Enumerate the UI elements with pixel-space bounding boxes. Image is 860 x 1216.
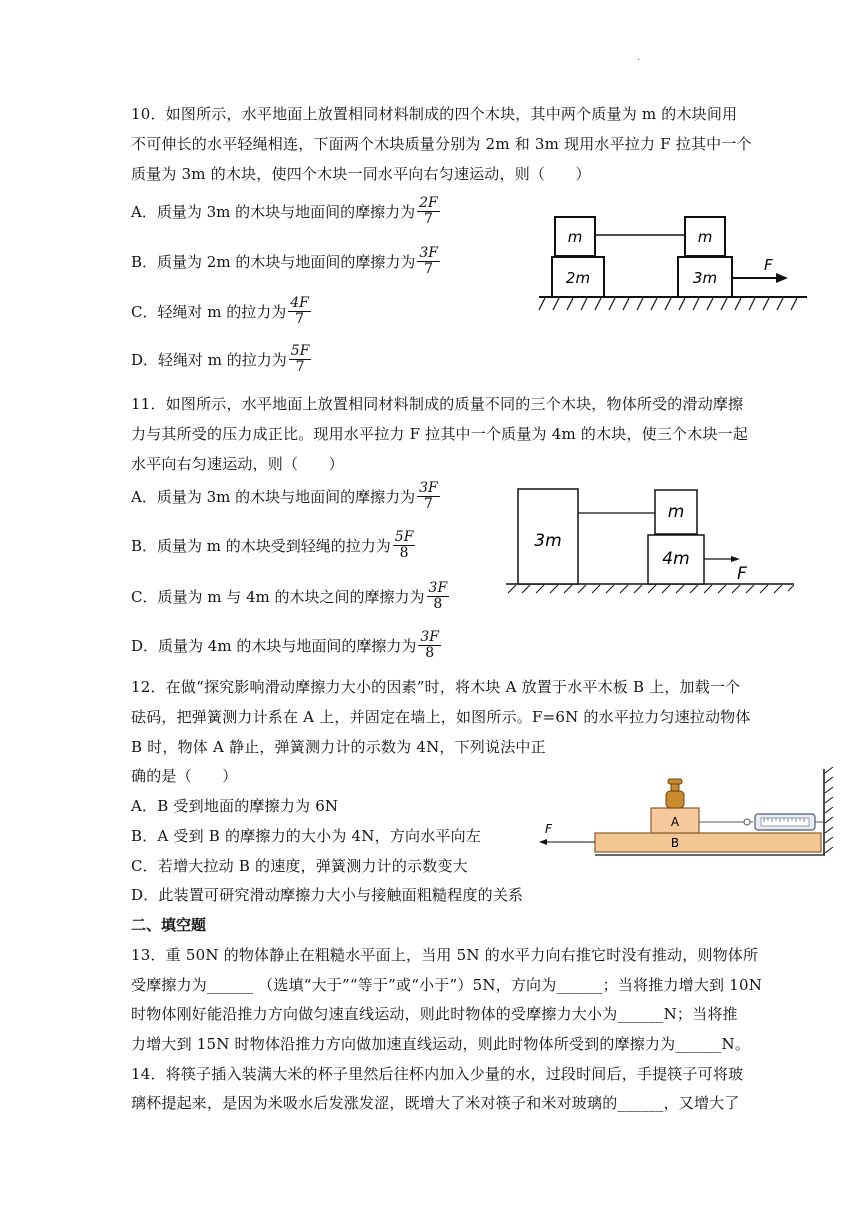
arrowhead [776,273,788,283]
q12-option-d[interactable]: D．此装置可研究滑动摩擦力大小与接触面粗糙程度的关系 [131,886,524,904]
q11-line-2: 力与其所受的压力成正比。现用水平拉力 F 拉其中一个质量为 4m 的木块，使三个木块一起 [131,425,749,443]
q10-line-2: 不可伸长的水平轻绳相连，下面两个木块质量分别为 2m 和 3m 现用水平拉力 F 拉其中一个 [131,135,752,153]
label-3m: 3m [692,269,718,287]
fraction [393,530,416,561]
q10-option-b[interactable] [131,246,440,277]
option-text: B．质量为 2m 的木块与地面间的摩擦力为 [131,253,416,271]
q11-option-b[interactable] [131,530,415,561]
q10-line-1: 10．如图所示，水平地面上放置相同材料制成的四个木块，其中两个质量为 m 的木块间用 [131,105,738,123]
option-text: C．质量为 m 与 4m 的木块之间的摩擦力为 [131,588,425,606]
q11-line-3: 水平向右匀速运动，则（ ） [131,455,344,473]
label-force: F [545,822,552,836]
q12-line-1: 12．在做“探究影响滑动摩擦力大小的因素”时，将木块 A 放置于水平木板 B 上，加载一个 [131,678,741,696]
denominator: 7 [424,261,434,277]
numerator: 3F [420,629,439,645]
option-text: D．质量为 4m 的木块与地面间的摩擦力为 [131,637,417,655]
weight-icon [666,779,684,808]
q13-line-1: 13．重 50N 的物体静止在粗糙水平面上，当用 5N 的水平力向右推它时没有推动，则物体所 [131,946,759,964]
q12-option-c[interactable]: C．若增大拉动 B 的速度，弹簧测力计的示数变大 [131,857,468,875]
q10-figure [535,210,815,320]
fraction [289,344,312,375]
numerator: 3F [419,480,438,496]
q12-line-2: 砝码，把弹簧测力计系在 A 上，并固定在墙上，如图所示。F=6N 的水平拉力匀速拉动物体 [131,708,751,726]
fraction [417,196,440,227]
q11-option-a[interactable] [131,481,440,512]
ground-hatch [506,584,794,593]
denominator: 8 [399,545,409,561]
arrowhead [539,839,547,845]
numerator: 3F [419,245,438,261]
q10-option-d[interactable] [131,344,311,375]
q11-option-c[interactable] [131,581,449,612]
q12-option-b[interactable]: B．A 受到 B 的摩擦力的大小为 4N，方向水平向左 [131,827,482,845]
q14-line-2: 璃杯提起来，是因为米吸水后发涨发涩，既增大了米对筷子和米对玻璃的______，又增大了 [131,1094,740,1112]
q10-line-3: 质量为 3m 的木块，使四个木块一同水平向右匀速运动，则（ ） [131,165,591,183]
numerator: 3F [428,580,448,596]
option-text: C．轻绳对 m 的拉力为 [131,303,287,321]
section-heading: 二、填空题 [131,916,207,934]
q11-line-1: 11．如图所示，水平地面上放置相同材料制成的质量不同的三个木块，物体所受的滑动摩擦 [131,395,744,413]
q13-line-3: 时物体刚好能沿推力方向做匀速直线运动，则此时物体的受摩擦力大小为______N；当将推 [131,1005,738,1023]
q12-option-a[interactable]: A．B 受到地面的摩擦力为 6N [131,797,339,815]
option-text: B．质量为 m 的木块受到轻绳的拉力为 [131,537,391,555]
label-m: m [667,502,685,522]
label-4m: 4m [662,549,690,569]
q10-option-a[interactable] [131,196,440,227]
label-force: F [764,256,773,274]
fraction [427,581,450,612]
label-m-right: m [697,228,713,246]
fraction [417,481,440,512]
label-a: A [670,815,680,829]
denominator: 7 [423,211,433,227]
q10-option-c[interactable] [131,296,311,327]
arrowhead [731,556,740,562]
label-force: F [737,564,747,584]
denominator: 8 [425,645,435,661]
denominator: 7 [423,496,433,512]
denominator: 7 [295,359,305,375]
denominator: 7 [295,311,305,327]
fraction [288,296,311,327]
numerator: 5F [290,343,310,359]
q11-option-d[interactable] [131,630,441,661]
header-dot: . [637,52,641,63]
q12-line-4: 确的是（ ） [131,767,238,785]
fraction [418,630,441,661]
ground-hatch [539,297,807,310]
q11-figure [500,480,800,600]
label-3m: 3m [534,531,562,551]
q14-line-1: 14．将筷子插入装满大米的杯子里然后往杯内加入少量的水，过段时间后，手提筷子可将玻 [131,1065,744,1083]
numerator: 4F [290,295,309,311]
q13-line-2: 受摩擦力为______ （选填“大于”“等于”或“小于”）5N，方向为______；当将推力增大到 10N [131,976,763,994]
wall [824,767,833,855]
label-m-left: m [567,228,583,246]
q13-line-4: 力增大到 15N 时物体沿推力方向做加速直线运动，则此时物体所受到的摩擦力为______N。 [131,1035,751,1053]
label-b: B [670,836,680,850]
board-b [595,833,821,852]
option-text: A．质量为 3m 的木块与地面间的摩擦力为 [131,203,416,221]
denominator: 8 [433,596,443,612]
option-text: A．质量为 3m 的木块与地面间的摩擦力为 [131,488,416,506]
fraction [417,246,440,277]
q12-figure [535,765,840,860]
numerator: 5F [394,529,414,545]
label-2m: 2m [565,269,591,287]
option-text: D．轻绳对 m 的拉力为 [131,351,287,369]
q12-line-3: B 时，物体 A 静止，弹簧测力计的示数为 4N，下列说法中正 [131,738,546,756]
numerator: 2F [419,195,438,211]
spring-scale-icon [744,814,824,830]
